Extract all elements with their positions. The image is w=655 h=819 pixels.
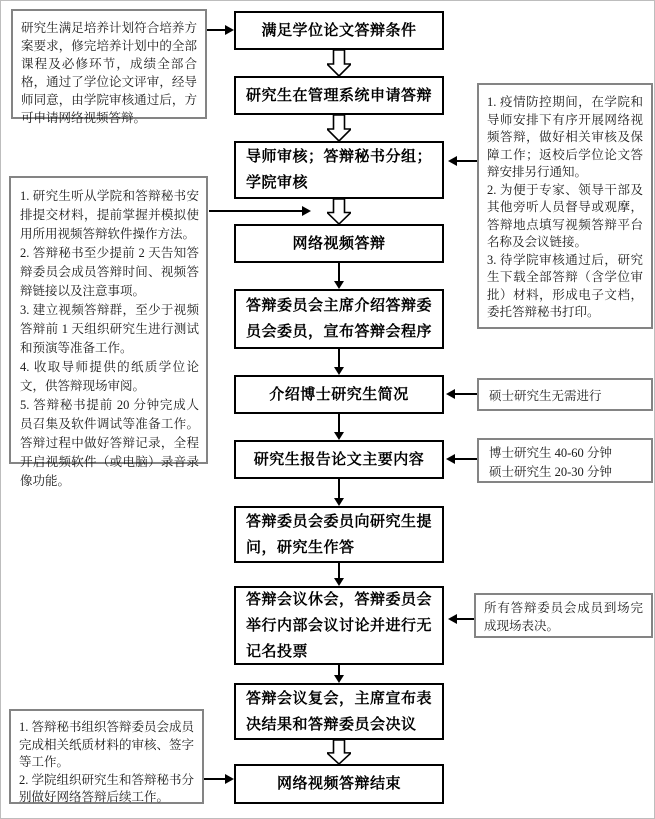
flow-step-recess-secret-ballot (234, 586, 444, 665)
flow-step-label: 答辩委员会委员向研究生提问，研究生作答 (246, 512, 433, 556)
flow-step-review-and-grouping (234, 141, 444, 199)
note-item: 1. 疫情防控期间，在学院和导师安排下有序开展网络视频答辩，做好相关审核及保障工作；返校后学位论文答辩安排另行通知。 (487, 95, 643, 179)
note-item: 3. 待学院审核通过后，研究生下载全部答辩（含学位审批）材料，形成电子文档，委托答辩秘书打印。 (487, 252, 643, 319)
note-item: 2. 为便于专家、领导干部及其他旁听人员督导或观摩，答辩地点填写视频答辩平台名称及会议链接。 (487, 182, 643, 249)
down-arrow-icon (333, 665, 345, 683)
flow-step-question-answer (234, 506, 444, 563)
note-item: 1. 研究生听从学院和答辩秘书安排提交材料，提前掌握并模拟使用所用视频答辩软件操作方法。 (20, 189, 199, 241)
hollow-down-arrow-icon (327, 740, 351, 764)
note-item: 1. 答辩秘书组织答辩委员会成员完成相关纸质材料的审核、签字等工作。 (19, 720, 195, 769)
flow-step-phd-profile-intro (234, 375, 444, 414)
flow-step-thesis-report (234, 440, 444, 479)
note-postwork (9, 709, 204, 804)
note-onsite-voting (474, 593, 653, 638)
flow-step-chair-introduction (234, 289, 444, 349)
note-item: 2. 答辩秘书至少提前 2 天告知答辩委员会成员答辩时间、视频答辩链接以及注意事项。 (20, 246, 199, 298)
note-item: 3. 建立视频答辩群，至少于视频答辩前 1 天组织研究生进行测试和预演等准备工作。 (20, 303, 199, 355)
note-preparation (9, 176, 208, 488)
flow-step-defense-conditions (234, 11, 444, 50)
flow-step-label: 网络视频答辩 (292, 234, 386, 252)
left-arrow-connector-master-skip (446, 388, 477, 400)
flow-step-label: 答辩会议复会，主席宣布表决结果和答辩委员会决议 (246, 689, 433, 733)
note-line: 硕士研究生 20-30 分钟 (489, 465, 612, 479)
note-item: 5. 答辩秘书提前 20 分钟完成人员召集及软件调试等准备工作。答辩过程中做好答辩记录，全程开启视频软件（或电脑）录音录像功能。 (20, 398, 199, 488)
hollow-down-arrow-icon (327, 199, 351, 224)
flow-step-defense-end (234, 764, 444, 804)
note-item: 2. 学院组织研究生和答辩秘书分别做好网络答辩后续工作。 (19, 772, 195, 804)
down-arrow-icon (333, 263, 345, 289)
left-arrow-connector-voting (448, 613, 474, 625)
note-eligibility (11, 9, 207, 125)
right-arrow-connector-eligibility (207, 24, 234, 36)
note-policy (477, 83, 653, 329)
note-text: 所有答辩委员会成员到场完成现场表决。 (484, 601, 643, 633)
note-line: 博士研究生 40-60 分钟 (489, 446, 612, 460)
note-text: 研究生满足培养计划符合培养方案要求，修完培养计划中的全部课程及必修环节，成绩全部合格，通过了学位论文评审，经导师同意，由学院审核通过后，方可申请网络视频答辩。 (21, 21, 197, 125)
left-arrow-connector-policy (448, 155, 477, 167)
flow-step-label: 研究生在管理系统申请答辩 (245, 86, 432, 104)
note-item: 4. 收取导师提供的纸质学位论文，供答辩现场审阅。 (20, 360, 199, 393)
note-text: 硕士研究生无需进行 (489, 389, 602, 403)
flow-step-label: 研究生报告论文主要内容 (253, 450, 425, 468)
flow-step-label: 网络视频答辩结束 (276, 775, 401, 792)
hollow-down-arrow-icon (327, 50, 351, 76)
flow-step-label: 介绍博士研究生简况 (269, 385, 409, 403)
down-arrow-icon (333, 563, 345, 586)
down-arrow-icon (333, 479, 345, 506)
flow-step-label: 答辩会议休会，答辩委员会举行内部会议讨论并进行无记名投票 (246, 590, 433, 660)
down-arrow-icon (333, 414, 345, 440)
flow-step-resume-announce-result (234, 683, 444, 740)
flow-step-label: 满足学位论文答辩条件 (261, 21, 417, 39)
flow-step-label: 导师审核；答辩秘书分组；学院审核 (246, 148, 433, 191)
note-duration (477, 438, 653, 483)
note-master-skip (477, 378, 653, 411)
flow-step-label: 答辩委员会主席介绍答辩委员会委员，宣布答辩会程序 (246, 297, 433, 340)
right-arrow-connector-postwork (204, 773, 234, 785)
flow-step-online-video-defense (234, 224, 444, 263)
hollow-down-arrow-icon (327, 115, 351, 141)
right-arrow-connector-preparation (209, 205, 311, 217)
left-arrow-connector-duration (446, 453, 477, 465)
flow-step-apply-in-system (234, 76, 444, 115)
down-arrow-icon (333, 349, 345, 375)
